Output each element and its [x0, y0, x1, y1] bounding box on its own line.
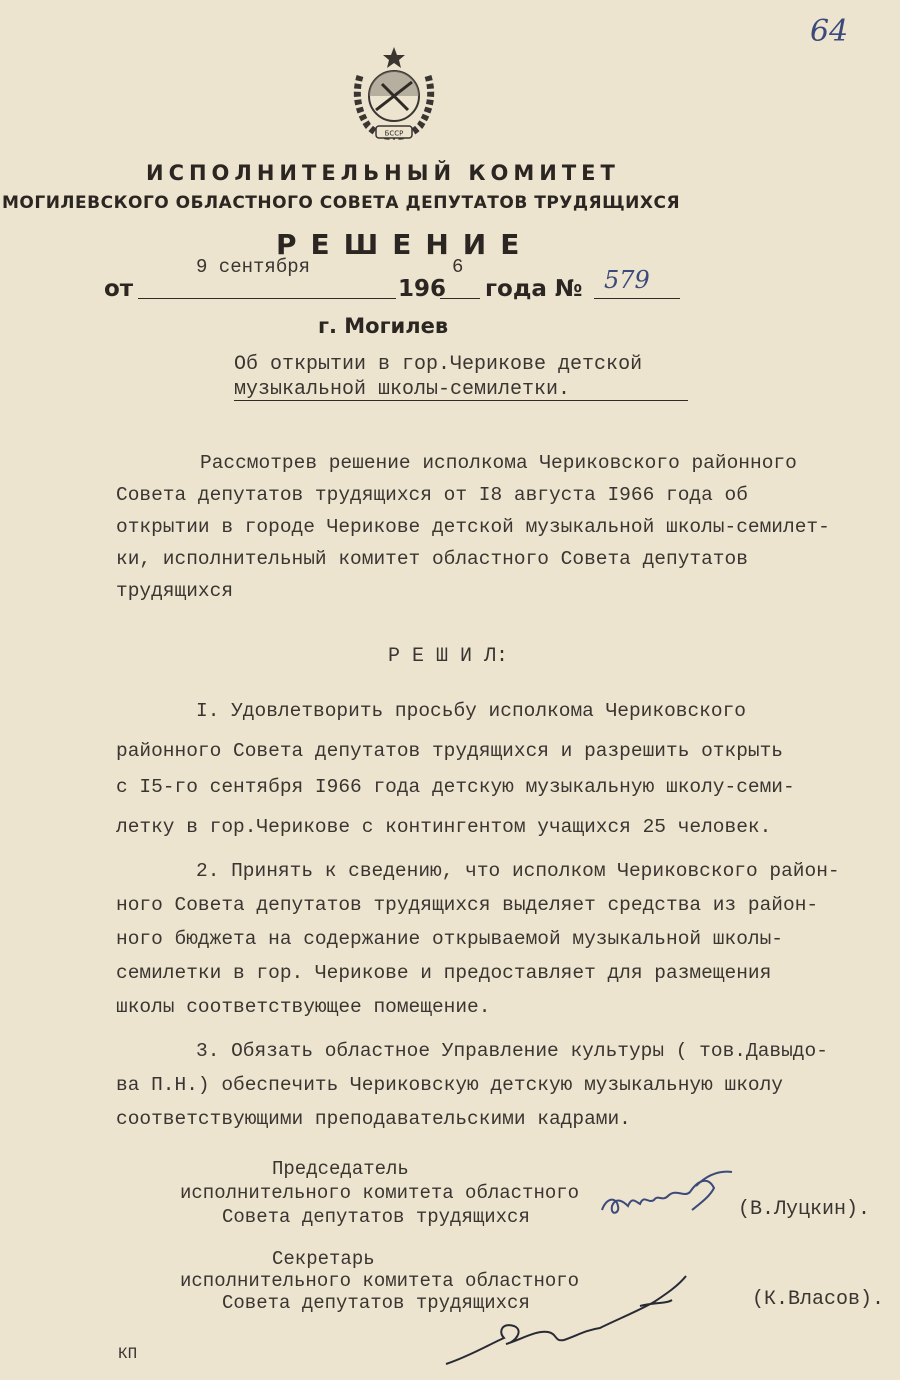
signature1-name: (В.Луцкин).	[738, 1198, 871, 1221]
header-line1: ИСПОЛНИТЕЛЬНЫЙ КОМИТЕТ	[146, 161, 620, 185]
subject-line1: Об открытии в гор.Черикове детской	[234, 353, 643, 376]
preamble-line: трудящихся	[116, 580, 234, 602]
item2-line: ного Совета депутатов трудящихся выделяет средства из район-	[116, 894, 819, 916]
signature1-title-line: исполнительного комитета областного	[180, 1182, 580, 1204]
emblem-banner-text: БССР	[384, 129, 404, 138]
signature1-title-line: Председатель	[272, 1158, 409, 1180]
signature2-title-line: Совета депутатов трудящихся	[222, 1292, 530, 1314]
city: г. Могилев	[318, 314, 449, 338]
item1-line: с I5-го сентября I966 года детскую музыкальную школу-семи-	[116, 776, 795, 798]
signature2-title-line: Секретарь	[272, 1248, 375, 1270]
subject-line2: музыкальной школы-семилетки.	[234, 378, 571, 401]
year-word-number-sign: года №	[485, 276, 583, 302]
footer-initials: КП	[118, 1345, 138, 1363]
signature2-handwritten	[440, 1272, 700, 1372]
preamble-line: ки, исполнительный комитет областного Совета депутатов	[116, 548, 748, 570]
signature2-name: (К.Власов).	[752, 1288, 885, 1311]
item3-line: 3. Обязать областное Управление культуры ( тов.Давыдо-	[196, 1040, 828, 1062]
date-prefix: от	[104, 276, 134, 302]
preamble-line: Рассмотрев решение исполкома Чериковского районного	[200, 452, 797, 474]
year-prefix: 196	[398, 276, 447, 302]
preamble-line: Совета депутатов трудящихся от I8 августа I966 года об	[116, 484, 748, 506]
signature1-handwritten	[592, 1166, 752, 1232]
item1-line: I. Удовлетворить просьбу исполкома Чериковского	[196, 700, 746, 722]
subject-underline	[234, 400, 688, 401]
year-underline	[440, 298, 480, 299]
item2-line: школы соответствующее помещение.	[116, 996, 491, 1018]
item3-line: ва П.Н.) обеспечить Чериковскую детскую музыкальную школу	[116, 1074, 784, 1096]
decision-number: 579	[604, 266, 650, 294]
item2-line: 2. Принять к сведению, что исполком Чериковского район-	[196, 860, 840, 882]
signature1-title-line: Совета депутатов трудящихся	[222, 1206, 530, 1228]
number-underline	[594, 298, 680, 299]
date-day-month: 9 сентября	[196, 256, 311, 278]
resolved-heading: Р Е Ш И Л:	[388, 645, 509, 668]
item1-line: районного Совета депутатов трудящихся и разрешить открыть	[116, 740, 784, 762]
date-underline	[138, 298, 396, 299]
archive-page-number: 64	[810, 14, 849, 49]
signature2-title-line: исполнительного комитета областного	[180, 1270, 580, 1292]
document-title: РЕШЕНИЕ	[276, 228, 534, 261]
state-emblem-icon	[346, 44, 442, 148]
header-line2: МОГИЛЕВСКОГО ОБЛАСТНОГО СОВЕТА ДЕПУТАТОВ ТРУДЯЩИХСЯ	[2, 193, 681, 213]
preamble-line: открытии в городе Черикове детской музыкальной школы-семилет-	[116, 516, 830, 538]
item2-line: ного бюджета на содержание открываемой музыкальной школы-	[116, 928, 784, 950]
year-suffix: 6	[452, 256, 464, 278]
item1-line: летку в гор.Черикове с контингентом учащихся 25 человек.	[116, 816, 772, 838]
item3-line: соответствующими преподавательскими кадрами.	[116, 1108, 631, 1130]
item2-line: семилетки в гор. Черикове и предоставляет для размещения	[116, 962, 772, 984]
